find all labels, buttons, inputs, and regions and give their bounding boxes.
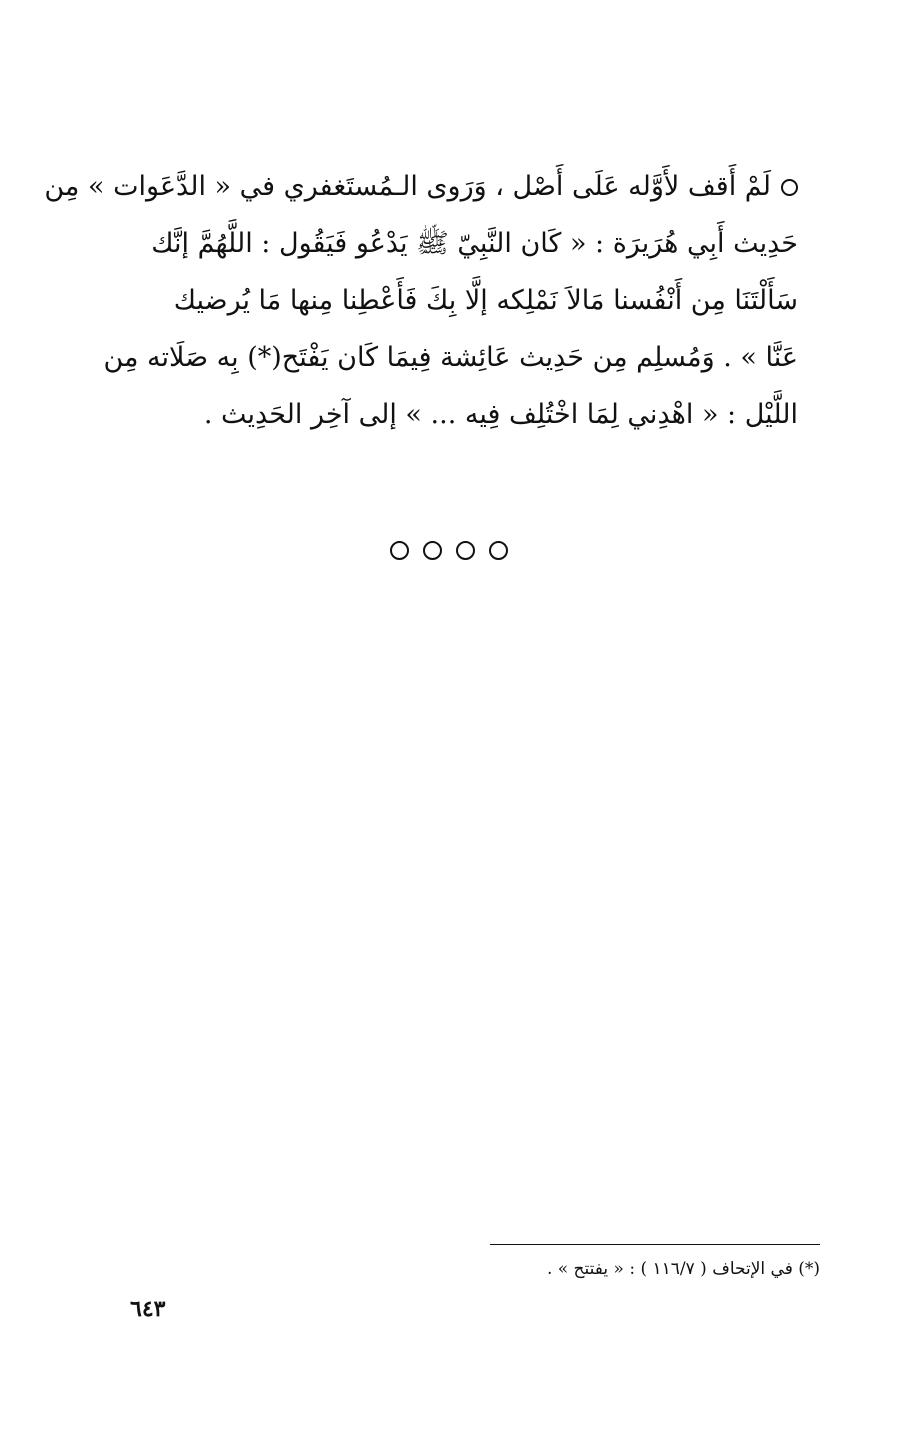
page-number: ٦٤٣ [130,1296,166,1322]
text-line-3: سَأَلْتَنَا مِن أَنْفُسنا مَالاَ نَمْلِكه إلَّا بِكَ فَأَعْطِنا مِنها مَا يُرضيك [173,285,798,316]
ring-ornament-icon [390,541,409,560]
text-line-1-content: لَمْ أَقف لأَوَّله عَلَى أَصْل ، وَرَوى الـمُستَغفري في « الدَّعَوات » مِن [44,171,771,202]
ring-marker-icon [781,179,798,196]
section-separator [0,541,897,560]
footnote-divider [490,1244,820,1245]
text-line-5: اللَّيْل : « اهْدِني لِمَا اخْتُلِف فِيه ... » إلى آخِر الحَدِيث . [203,399,798,430]
ring-ornament-icon [423,541,442,560]
ring-ornament-icon [456,541,475,560]
ring-ornament-icon [489,541,508,560]
footnote: (*) في الإتحاف ( ١١٦/٧ ) : « يفتتح » . [546,1259,820,1279]
text-line-2: حَدِيث أَبِي هُرَيرَة : « كَان النَّبِيّ ﷺ يَدْعُو فَيَقُول : اللَّهُمَّ إنَّك [151,228,798,259]
text-line-4: عَنَّا » . وَمُسلِم مِن حَدِيث عَائِشة فِيمَا كَان يَفْتَح(*) بِه صَلَاته مِن [103,342,798,373]
main-paragraph [44,158,798,443]
text-line-1 [44,158,798,215]
